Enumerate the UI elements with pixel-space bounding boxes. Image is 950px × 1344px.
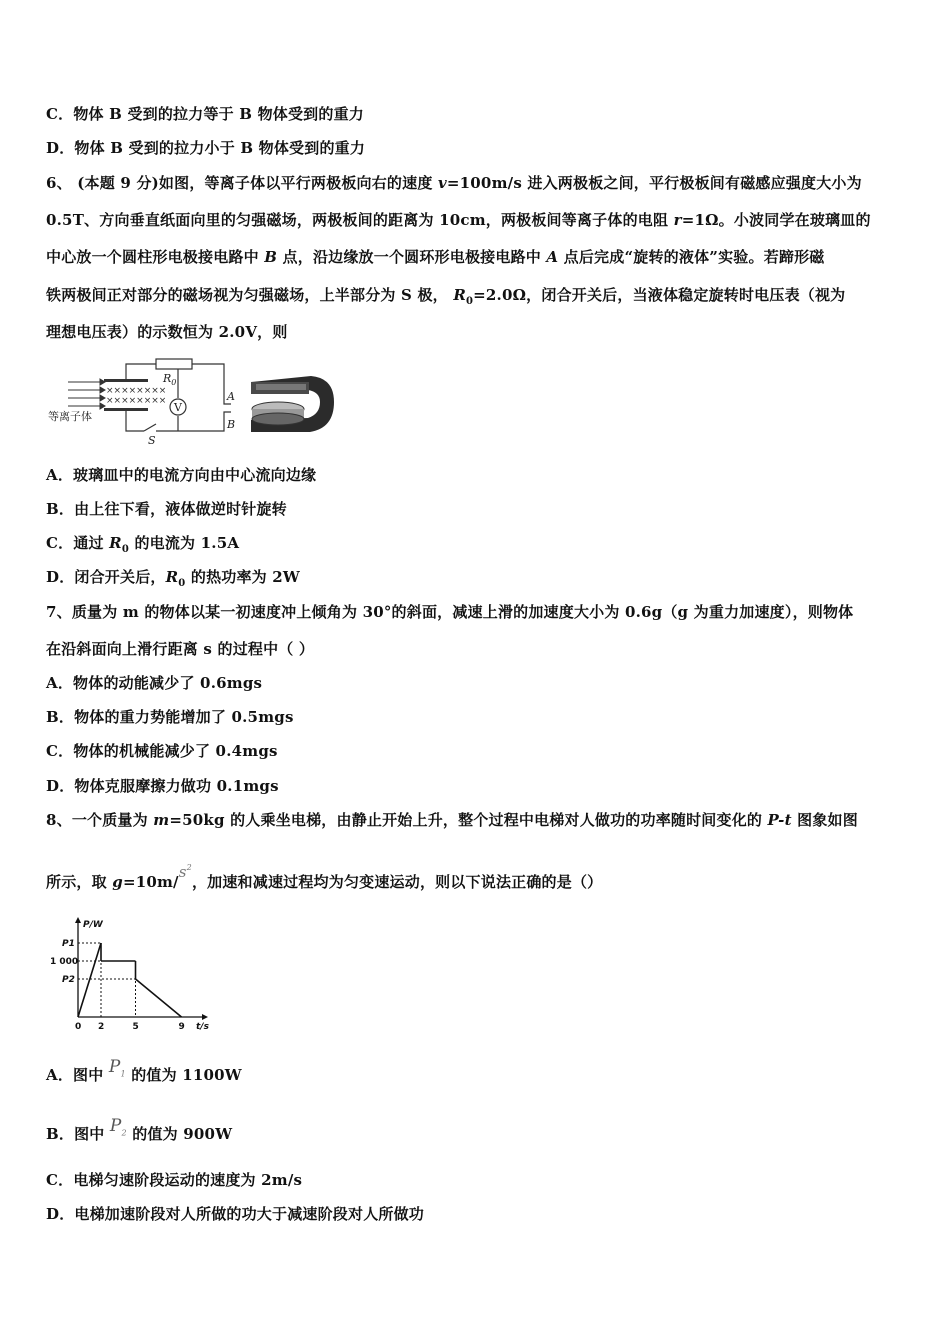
symbol-p: P	[109, 1116, 122, 1136]
subscript: 0	[121, 544, 130, 555]
text: 的热功率为 2W	[185, 568, 300, 586]
q5-option-d: D．物体 B 受到的拉力小于 B 物体受到的重力	[46, 139, 366, 157]
top-plate	[104, 379, 148, 382]
x-tick-9: 9	[178, 1022, 185, 1031]
text: 的值为 1100W	[125, 1066, 242, 1084]
text: 铁两极间正对部分的磁场视为匀强磁场，上半部分为 S 极，	[46, 286, 454, 304]
series-segment-3	[136, 979, 182, 1017]
text: =2.0Ω，闭合开关后，当液体稳定旋转时电压表（视为	[473, 286, 846, 304]
r0-label-text: R	[163, 372, 172, 385]
plasma-label: 等离子体	[48, 410, 92, 423]
var-r: r	[673, 211, 682, 229]
text: =100m/s 进入两极板之间，平行极板间有磁感应强度大小为	[446, 174, 862, 192]
resistor-r0	[156, 359, 192, 369]
text: 中心放一个圆柱形电极接电路中	[46, 248, 265, 266]
var-m: m	[153, 811, 170, 829]
subscript: 1	[120, 1069, 126, 1079]
unit-exponent: 2	[186, 863, 192, 872]
terminal-a-label: A	[227, 390, 235, 403]
q7-option-a: A．物体的动能减少了 0.6mgs	[46, 674, 263, 692]
subscript: 0	[178, 578, 186, 589]
text: 点，沿边缘放一个圆环形电极接电路中	[277, 248, 547, 266]
plasma-arrows	[68, 379, 105, 409]
y-axis-arrow	[75, 917, 81, 923]
x-tick-0: 0	[75, 1022, 82, 1031]
bottom-plate	[104, 408, 148, 411]
q8-option-a	[46, 1057, 242, 1086]
subscript: 0	[465, 296, 474, 307]
y-axis-label: P/W	[83, 920, 103, 930]
text: 图象如图	[791, 811, 858, 829]
text: D．闭合开关后，	[46, 568, 166, 586]
x-axis-label: t/s	[196, 1022, 209, 1031]
x-tick-5: 5	[132, 1022, 139, 1031]
terminal-b-label: B	[227, 418, 236, 431]
text: =50kg 的人乘坐电梯，由静止开始上升，整个过程中电梯对人做功的功率随时间变化的	[169, 811, 768, 829]
y-tick-1000: 1 000	[50, 957, 79, 967]
q6-stem-line-4	[46, 284, 845, 307]
q6-option-c	[46, 532, 239, 555]
text: B．图中	[46, 1125, 110, 1143]
q7-stem-line-2: 在沿斜面向上滑行距离 s 的过程中（ ）	[46, 640, 315, 658]
text: 的电流为 1.5A	[129, 534, 240, 552]
q6-stem-line-5: 理想电压表）的示数恒为 2.0V，则	[46, 323, 288, 341]
y-tick-p2: P2	[62, 975, 75, 985]
var-pt: P-t	[767, 811, 792, 829]
text: C．通过	[46, 534, 110, 552]
field-marks: ××××××××	[106, 396, 167, 406]
var-R: R	[109, 534, 122, 552]
q6-option-b: B．由上往下看，液体做逆时针旋转	[46, 500, 287, 518]
text: A．图中	[46, 1066, 109, 1084]
var-R: R	[165, 568, 179, 586]
text: 点后完成“旋转的液体”实验。若蹄形磁	[558, 248, 825, 266]
r0-label-sub: 0	[171, 378, 177, 387]
text: 6、 (本题 9 分)如图，等离子体以平行两极板向右的速度	[46, 174, 438, 192]
q8-option-c: C．电梯匀速阶段运动的速度为 2m/s	[46, 1171, 303, 1189]
subscript: 2	[121, 1128, 127, 1138]
var-v: v	[437, 174, 447, 192]
text: 的值为 900W	[126, 1125, 233, 1143]
series-segment-1	[78, 943, 101, 1017]
var-B: B	[264, 248, 278, 266]
q6-stem-line-1	[46, 172, 862, 193]
text: 所示，取	[46, 873, 113, 891]
q7-stem-line-1: 7、质量为 m 的物体以某一初速度冲上倾角为 30°的斜面，减速上滑的加速度大小为 0.6g（g 为重力加速度），则物体	[46, 603, 854, 621]
unit-s-squared	[179, 863, 192, 881]
q8-stem-line-1	[46, 809, 858, 830]
var-g: g	[112, 873, 123, 891]
q7-option-d: D．物体克服摩擦力做功 0.1mgs	[46, 777, 279, 795]
r0-label	[162, 372, 176, 387]
field-marks: ××××××××	[106, 386, 167, 396]
q6-option-a: A．玻璃皿中的电流方向由中心流向边缘	[46, 466, 317, 484]
q7-option-b: B．物体的重力势能增加了 0.5mgs	[46, 708, 294, 726]
switch-label: S	[148, 434, 156, 444]
q8-option-d: D．电梯加速阶段对人所做的功大于减速阶段对人所做功	[46, 1205, 425, 1223]
var-A: A	[546, 248, 559, 266]
text: =10m/	[122, 873, 179, 891]
voltmeter-label: V	[174, 401, 182, 414]
unit-s: s	[178, 863, 187, 881]
var-R: R	[453, 286, 466, 304]
q7-option-c: C．物体的机械能减少了 0.4mgs	[46, 742, 278, 760]
y-tick-p1: P1	[62, 939, 75, 949]
x-tick-2: 2	[98, 1022, 105, 1031]
text: 0.5T、方向垂直纸面向里的匀强磁场，两极板间的距离为 10cm，两极板间等离子体的电阻	[46, 211, 674, 229]
symbol-p2	[110, 1116, 127, 1136]
symbol-p1	[109, 1057, 126, 1077]
x-axis-arrow	[202, 1014, 208, 1020]
q8-pt-chart	[46, 913, 216, 1031]
q8-option-b	[46, 1116, 233, 1145]
text: =1Ω。小波同学在玻璃皿的	[681, 211, 871, 229]
q8-stem-line-2	[46, 863, 603, 892]
q6-option-d	[46, 566, 300, 589]
q6-stem-line-3	[46, 246, 825, 267]
switch	[144, 424, 156, 431]
symbol-p: P	[108, 1057, 121, 1077]
text: ，加速和减速过程均为匀变速运动，则以下说法正确的是（）	[191, 873, 603, 891]
text: 8、一个质量为	[46, 811, 154, 829]
q6-stem-line-2	[46, 209, 871, 230]
q5-option-c: C．物体 B 受到的拉力等于 B 物体受到的重力	[46, 105, 364, 123]
q6-circuit-figure	[46, 352, 336, 444]
horseshoe-magnet	[251, 376, 334, 432]
